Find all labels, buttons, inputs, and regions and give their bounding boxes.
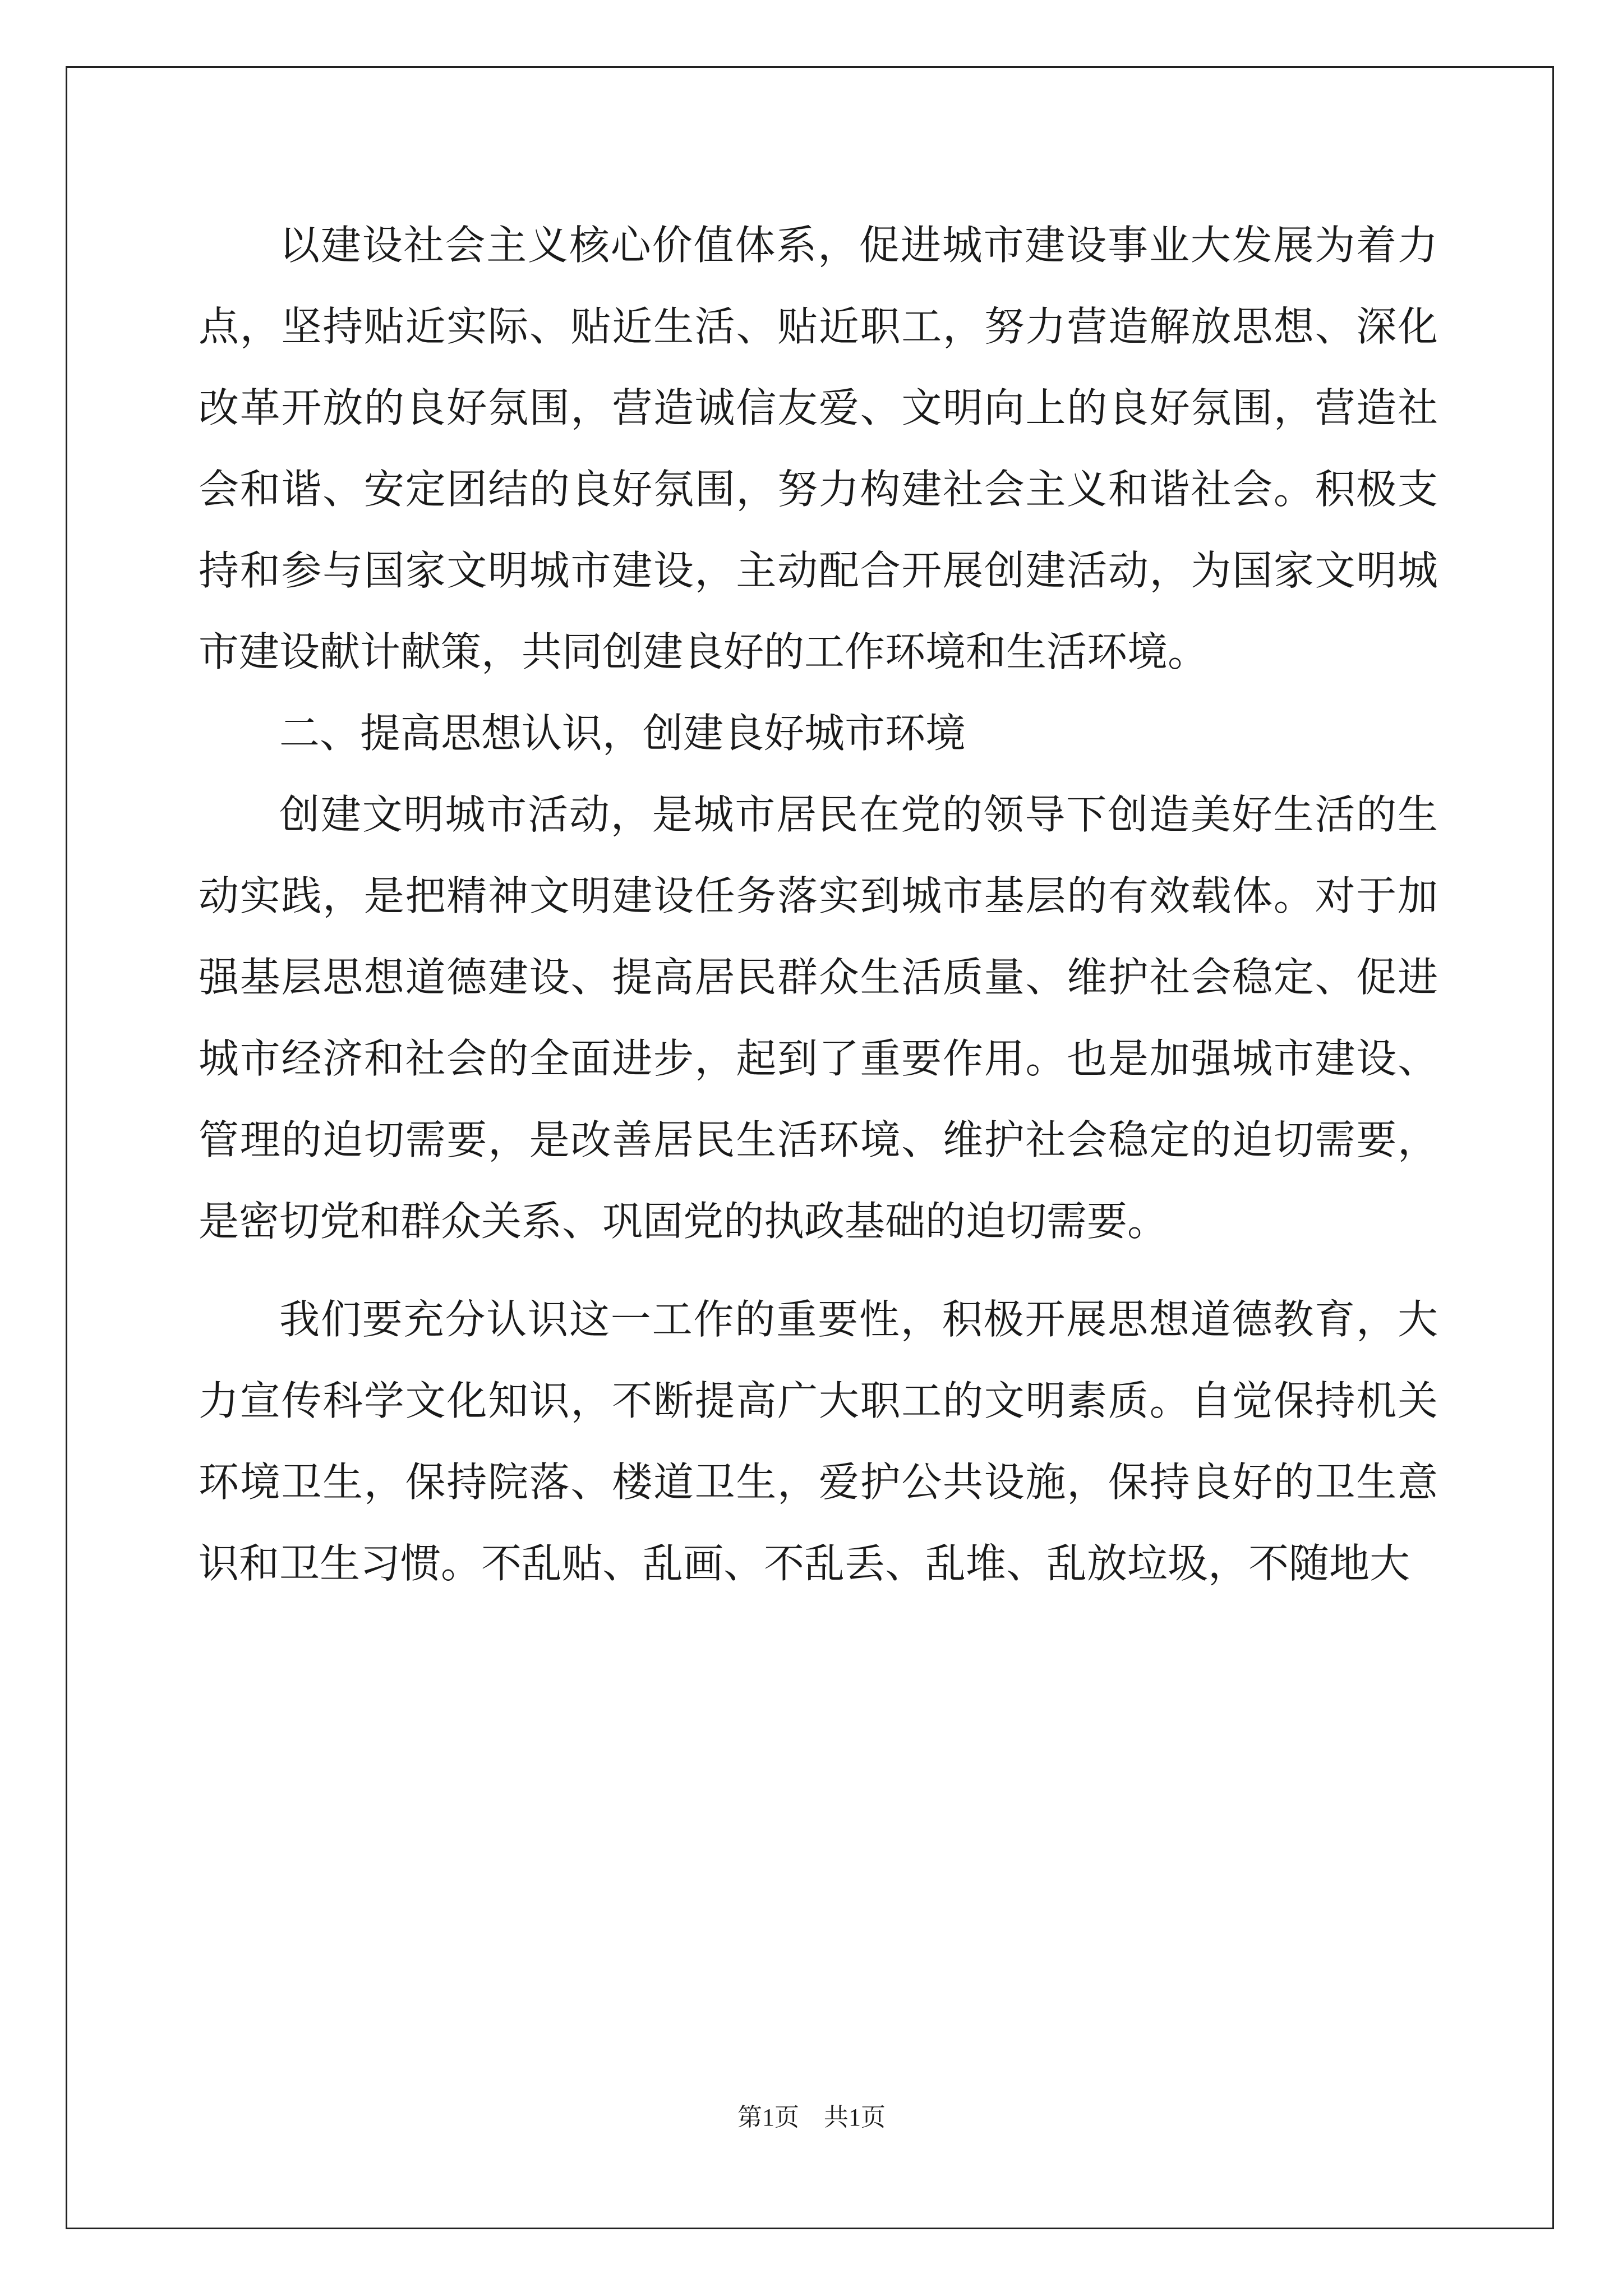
paragraph-importance: 我们要充分认识这一工作的重要性，积极开展思想道德教育，大力宣传科学文化知识，不断提高广大职工的文明素质。自觉保持机关环境卫生，保持院落、楼道卫生，爱护公共设施，保持良好的卫生意识和卫生习惯。不乱贴、乱画、不乱丢、乱堆、乱放垃圾，不随地大 — [199, 1296, 1438, 1587]
paragraph-core-values: 以建设社会主义核心价值体系，促进城市建设事业大发展为着力点，坚持贴近实际、贴近生活、贴近职工，努力营造解放思想、深化改革开放的良好氛围，营造诚信友爱、文明向上的良好氛围，营造社会和谐、安定团结的良好氛围，努力构建社会主义和谐社会。积极支持和参与国家文明城市建设，主动配合开展创建活动，为国家文明城市建设献计献策，共同创建良好的工作环境和生活环境。 — [199, 222, 1438, 675]
document-body — [199, 205, 1438, 1604]
section-heading-2: 二、提高思想认识，创建良好城市环境 — [279, 710, 966, 757]
page-number-footer: 第1页 共1页 — [737, 2104, 886, 2131]
paragraph-civilized-city: 创建文明城市活动，是城市居民在党的领导下创造美好生活的生动实践，是把精神文明建设任务落实到城市基层的有效载体。对于加强基层思想道德建设、提高居民群众生活质量、维护社会稳定、促进城市经济和社会的全面进步，起到了重要作用。也是加强城市建设、管理的迫切需要，是改善居民生活环境、维护社会稳定的迫切需要，是密切党和群众关系、巩固党的执政基础的迫切需要。 — [199, 791, 1438, 1245]
